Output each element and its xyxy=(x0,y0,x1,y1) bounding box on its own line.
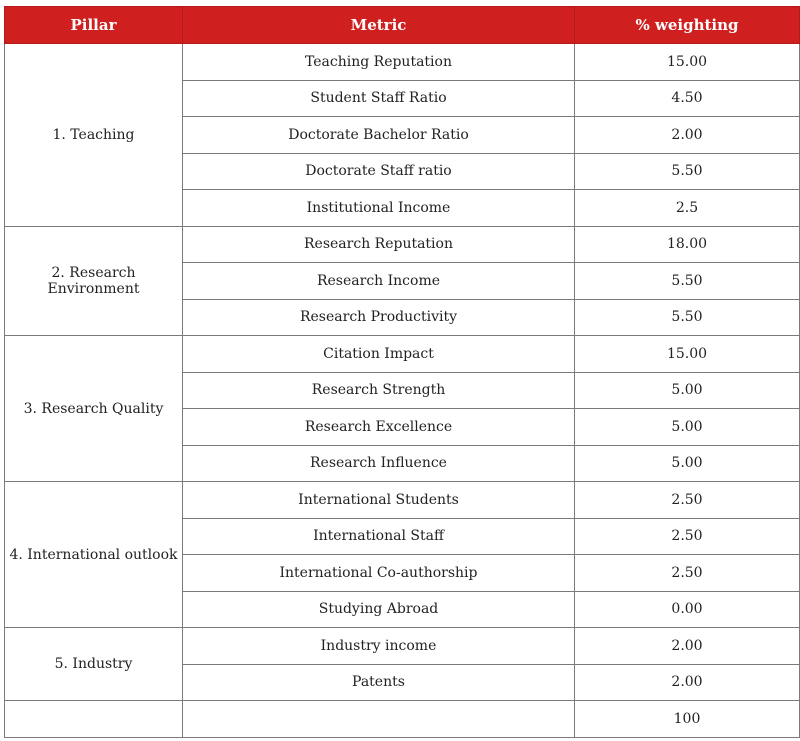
metric-cell: Doctorate Staff ratio xyxy=(183,153,575,190)
metric-cell: Industry income xyxy=(183,628,575,665)
metric-cell: Doctorate Bachelor Ratio xyxy=(183,117,575,154)
header-metric: Metric xyxy=(183,7,575,44)
metric-cell: International Staff xyxy=(183,518,575,555)
table-row xyxy=(5,628,800,665)
weighting-cell: 5.00 xyxy=(575,409,800,446)
weighting-cell: 2.50 xyxy=(575,555,800,592)
weighting-cell: 4.50 xyxy=(575,80,800,117)
pillar-cell: 4. International outlook xyxy=(5,482,183,628)
metric-cell: International Co-authorship xyxy=(183,555,575,592)
pillar-cell: 3. Research Quality xyxy=(5,336,183,482)
table-row xyxy=(5,44,800,81)
weighting-cell: 2.50 xyxy=(575,518,800,555)
weighting-cell: 5.50 xyxy=(575,299,800,336)
weighting-table xyxy=(4,6,800,738)
weighting-cell: 18.00 xyxy=(575,226,800,263)
metric-cell: Citation Impact xyxy=(183,336,575,373)
weighting-cell: 15.00 xyxy=(575,336,800,373)
table-row xyxy=(5,226,800,263)
weighting-cell: 2.00 xyxy=(575,117,800,154)
metric-cell: Research Excellence xyxy=(183,409,575,446)
metric-cell: Studying Abroad xyxy=(183,591,575,628)
weighting-cell: 15.00 xyxy=(575,44,800,81)
metric-cell: International Students xyxy=(183,482,575,519)
pillar-cell: 2. Research Environment xyxy=(5,226,183,336)
weighting-cell: 2.00 xyxy=(575,664,800,701)
metric-cell: Patents xyxy=(183,664,575,701)
total-row xyxy=(5,701,800,738)
metric-cell: Research Influence xyxy=(183,445,575,482)
metric-cell: Student Staff Ratio xyxy=(183,80,575,117)
table-header xyxy=(5,7,800,44)
weighting-cell: 5.50 xyxy=(575,263,800,300)
weighting-cell: 5.00 xyxy=(575,445,800,482)
weighting-cell: 5.50 xyxy=(575,153,800,190)
weighting-cell: 2.5 xyxy=(575,190,800,227)
pillar-cell: 5. Industry xyxy=(5,628,183,701)
weighting-cell: 2.50 xyxy=(575,482,800,519)
header-weighting: % weighting xyxy=(575,7,800,44)
metric-cell: Institutional Income xyxy=(183,190,575,227)
metric-cell: Teaching Reputation xyxy=(183,44,575,81)
total-weighting-cell: 100 xyxy=(575,701,800,738)
table-row xyxy=(5,482,800,519)
weighting-cell: 0.00 xyxy=(575,591,800,628)
total-pillar-cell xyxy=(5,701,183,738)
header-row xyxy=(5,7,800,44)
header-pillar: Pillar xyxy=(5,7,183,44)
total-metric-cell xyxy=(183,701,575,738)
pillar-cell: 1. Teaching xyxy=(5,44,183,227)
weighting-cell: 5.00 xyxy=(575,372,800,409)
metric-cell: Research Reputation xyxy=(183,226,575,263)
weighting-cell: 2.00 xyxy=(575,628,800,665)
metric-cell: Research Income xyxy=(183,263,575,300)
metric-cell: Research Productivity xyxy=(183,299,575,336)
metric-cell: Research Strength xyxy=(183,372,575,409)
table-body xyxy=(5,44,800,738)
table-row xyxy=(5,336,800,373)
